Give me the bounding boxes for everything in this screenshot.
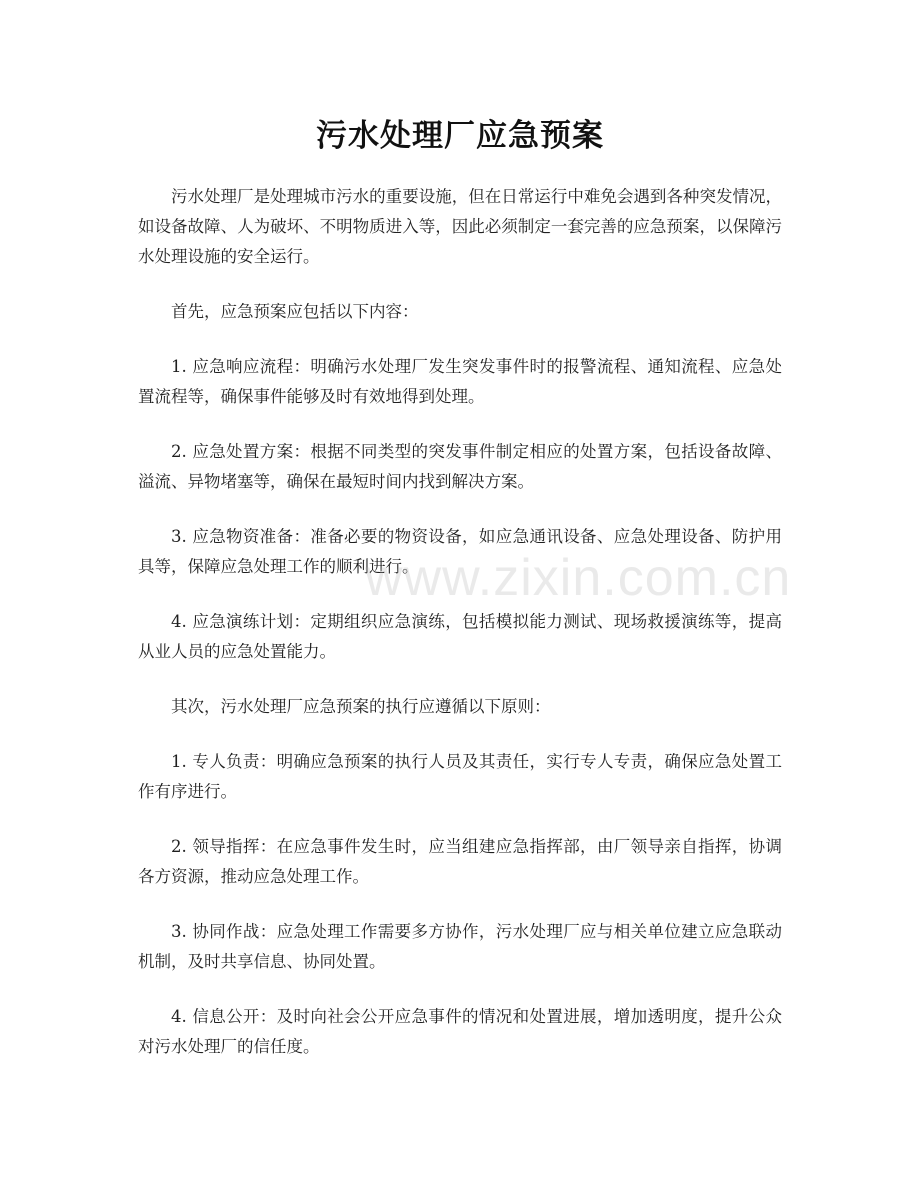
page-title: 污水处理厂应急预案 [316,118,604,154]
content-heading-paragraph: 首先，应急预案应包括以下内容： [171,302,419,321]
principles-heading-paragraph: 其次，污水处理厂应急预案的执行应遵循以下原则： [171,697,551,716]
principle-item-4: 4. 信息公开：及时向社会公开应急事件的情况和处置进展，增加透明度，提升公众对污水处理厂的信任度。 [138,1007,782,1056]
watermark: www.zixin.com.cn [365,549,792,607]
document-body [138,182,782,1087]
principle-item-3: 3. 协同作战：应急处理工作需要多方协作，污水处理厂应与相关单位建立应急联动机制，及时共享信息、协同处置。 [138,922,782,971]
principle-item-1: 1. 专人负责：明确应急预案的执行人员及其责任，实行专人专责，确保应急处置工作有序进行。 [138,752,782,801]
content-item-2: 2. 应急处置方案：根据不同类型的突发事件制定相应的处置方案，包括设备故障、溢流、异物堵塞等，确保在最短时间内找到解决方案。 [138,442,782,491]
intro-paragraph: 污水处理厂是处理城市污水的重要设施，但在日常运行中难免会遇到各种突发情况，如设备故障、人为破坏、不明物质进入等，因此必须制定一套完善的应急预案，以保障污水处理设施的安全运行。 [138,187,782,266]
content-item-3: 3. 应急物资准备：准备必要的物资设备，如应急通讯设备、应急处理设备、防护用具等，保障应急处理工作的顺利进行。 [138,527,782,576]
content-item-1: 1. 应急响应流程：明确污水处理厂发生突发事件时的报警流程、通知流程、应急处置流程等，确保事件能够及时有效地得到处理。 [138,357,782,406]
content-item-4: 4. 应急演练计划：定期组织应急演练，包括模拟能力测试、现场救援演练等，提高从业人员的应急处置能力。 [138,612,782,661]
principle-item-2: 2. 领导指挥：在应急事件发生时，应当组建应急指挥部，由厂领导亲自指挥，协调各方资源，推动应急处理工作。 [138,837,782,886]
